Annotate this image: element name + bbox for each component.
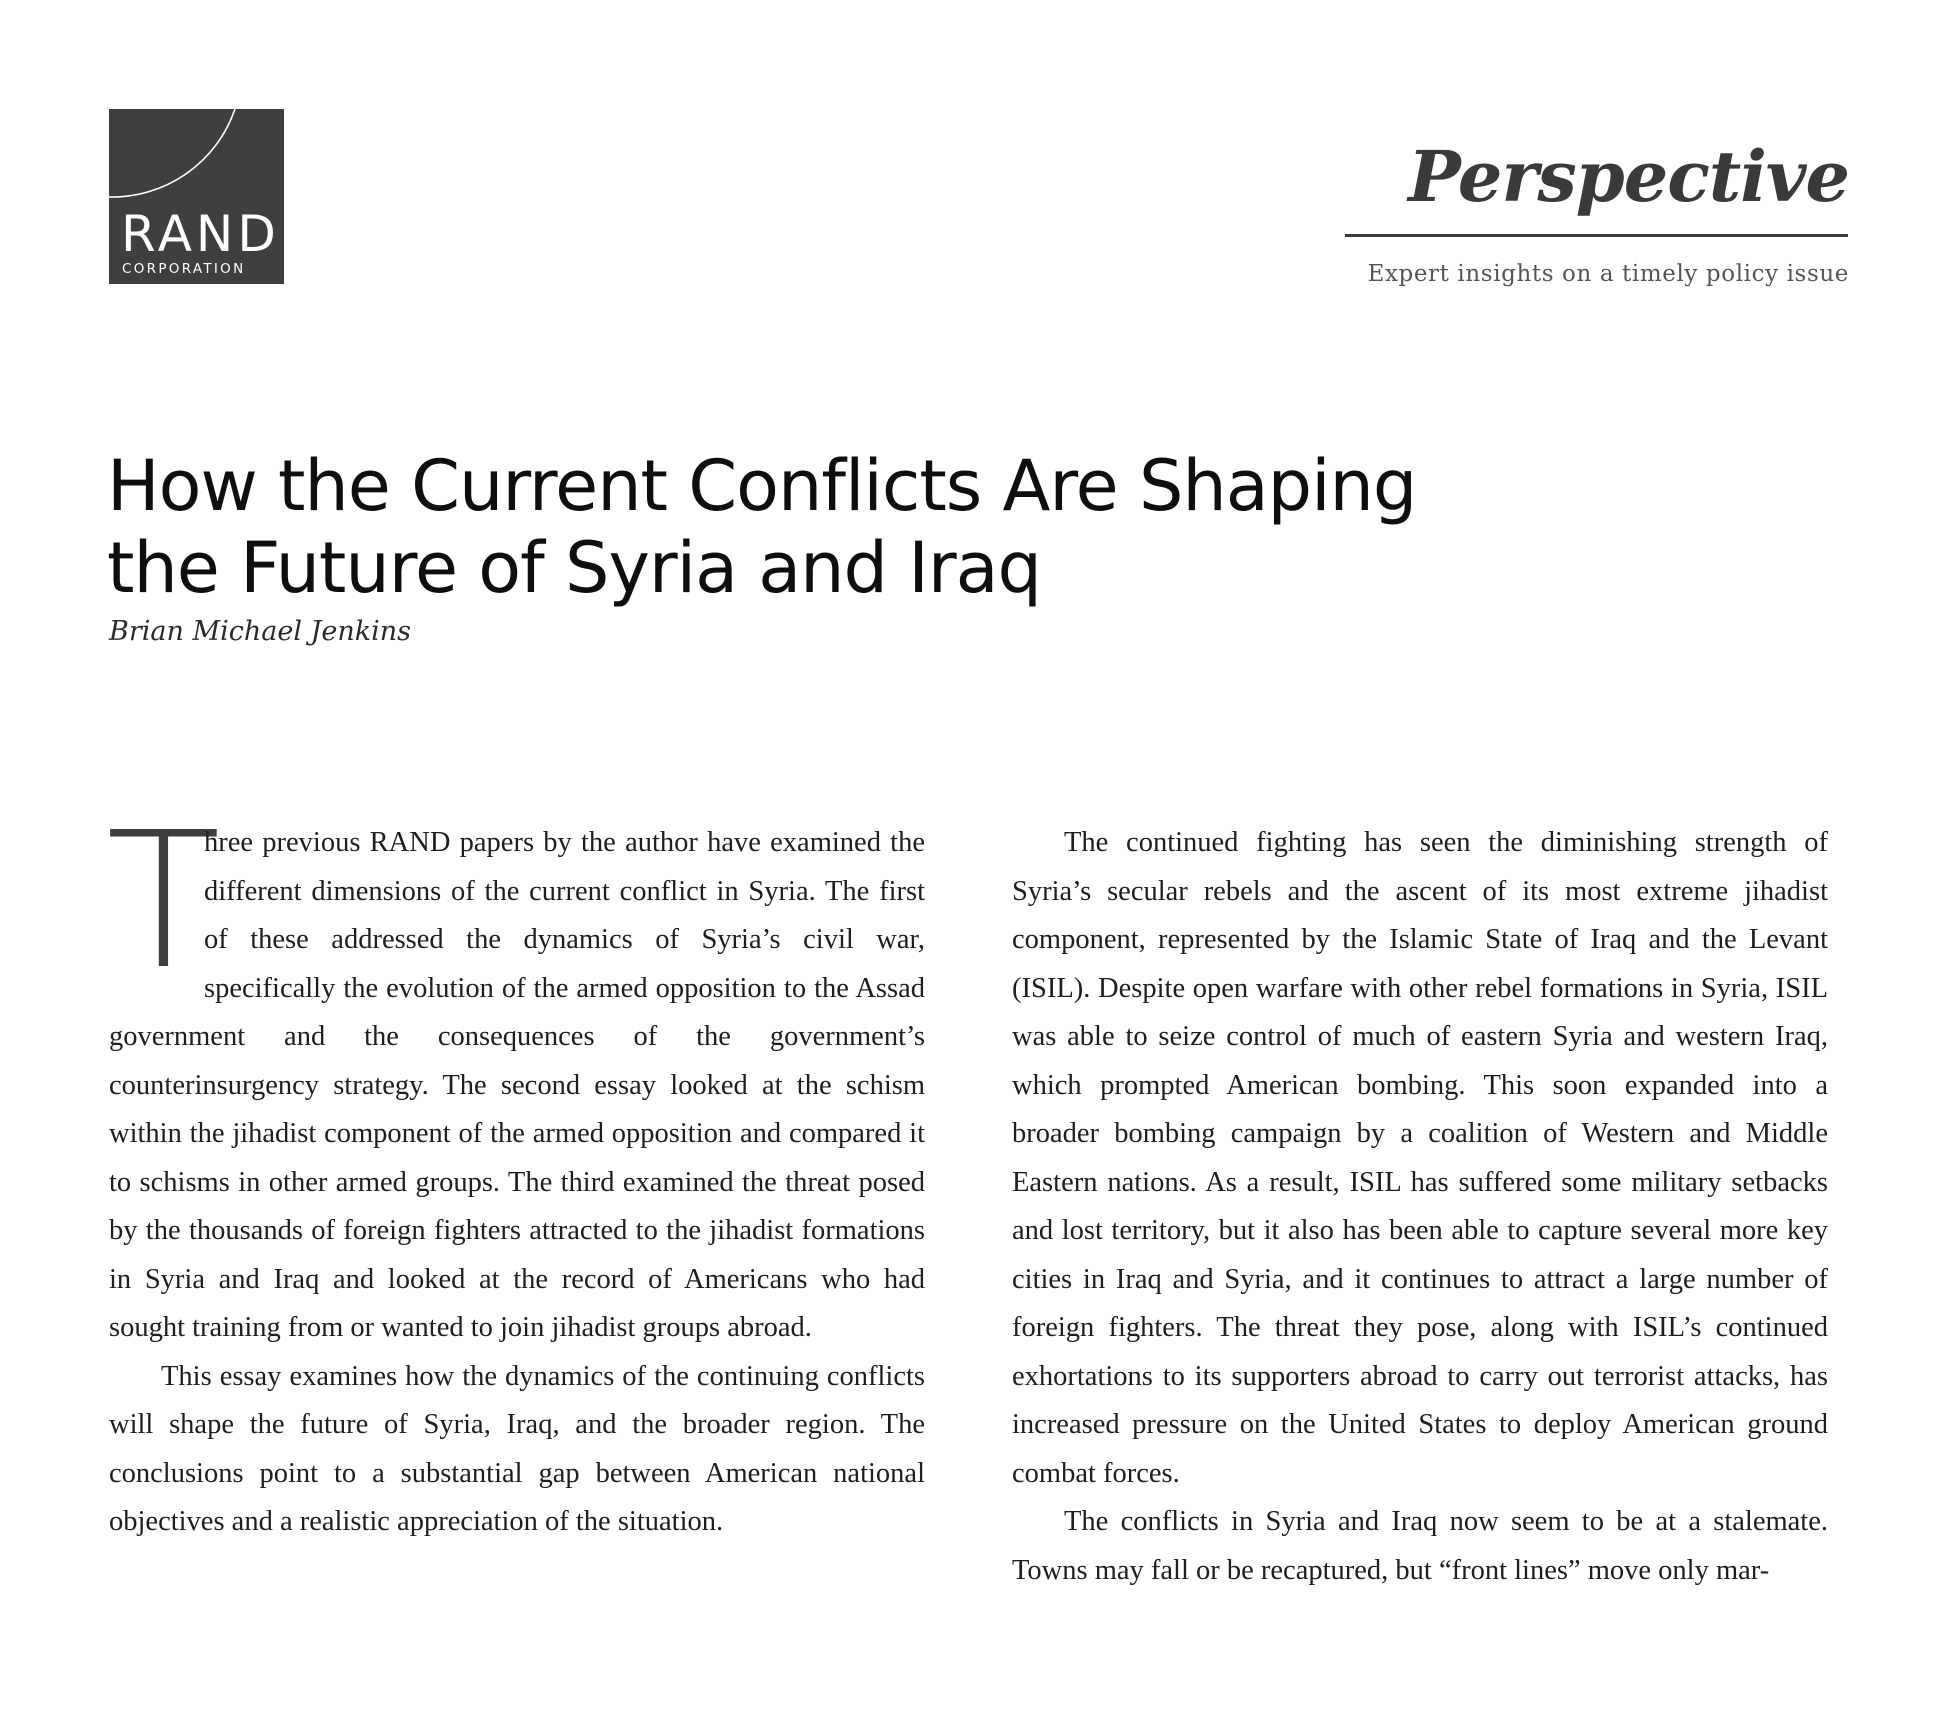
paragraph-text: hree previous RAND papers by the author have examined the different dimensions of the current conflict in Syria. The first of these addressed the dynamics of Syria’s civil war, specifically the evolution of the armed opposition to the Assad government and the consequences of the government’s counterinsurgency strategy. The second essay looked at the schism within the jihadist component of the armed opposition and compared it to schisms in other armed groups. The third examined the threat posed by the thousands of foreign fighters attracted to the jihadist formations in Syria and Iraq and looked at the record of Americans who had sought training from or wanted to join jihadist groups abroad. bbox=[109, 827, 925, 1343]
body-paragraph: The continued fighting has seen the diminishing strength of Syria’s secular rebels and the ascent of its most extreme jihadist component, represented by the Islamic State of Iraq and the Levant (ISIL). Despite open warfare with other rebel formations in Syria, ISIL was able to seize control of much of eastern Syria and western Iraq, which prompted American bombing. This soon expanded into a broader bombing campaign by a coalition of Western and Middle Eastern nations. As a result, ISIL has suffered some military setbacks and lost territory, but it also has been able to capture several more key cities in Iraq and Syria, and it continues to attract a large number of foreign fighters. The threat they pose, along with ISIL’s continued exhortations to its supporters abroad to carry out terrorist attacks, has increased pressure on the United States to deploy American ground combat forces. bbox=[1012, 827, 1828, 1489]
logo-subtitle: CORPORATION bbox=[122, 261, 246, 277]
body-column-left bbox=[106, 792, 925, 1547]
rand-logo bbox=[109, 109, 284, 284]
series-tagline: Expert insights on a timely policy issue bbox=[1367, 261, 1849, 287]
series-title: Perspective bbox=[1408, 135, 1849, 218]
header-divider bbox=[1345, 234, 1848, 237]
body-paragraph: The conflicts in Syria and Iraq now seem to be at a stalemate. Towns may fall or be recaptured, but “front lines” move only mar- bbox=[1012, 1506, 1828, 1586]
article-author: Brian Michael Jenkins bbox=[109, 616, 411, 647]
article-title: How the Current Conflicts Are Shaping the Future of Syria and Iraq bbox=[107, 444, 1417, 609]
body-paragraph bbox=[106, 792, 925, 1353]
drop-cap: T bbox=[106, 792, 221, 1011]
logo-wordmark: RAND bbox=[121, 205, 280, 263]
body-paragraph: This essay examines how the dynamics of the continuing conflicts will shape the future of Syria, Iraq, and the broader region. The conclusions point to a substantial gap between American national objectives and a realistic appreciation of the situation. bbox=[109, 1360, 925, 1537]
body-column-right bbox=[1012, 819, 1828, 1595]
